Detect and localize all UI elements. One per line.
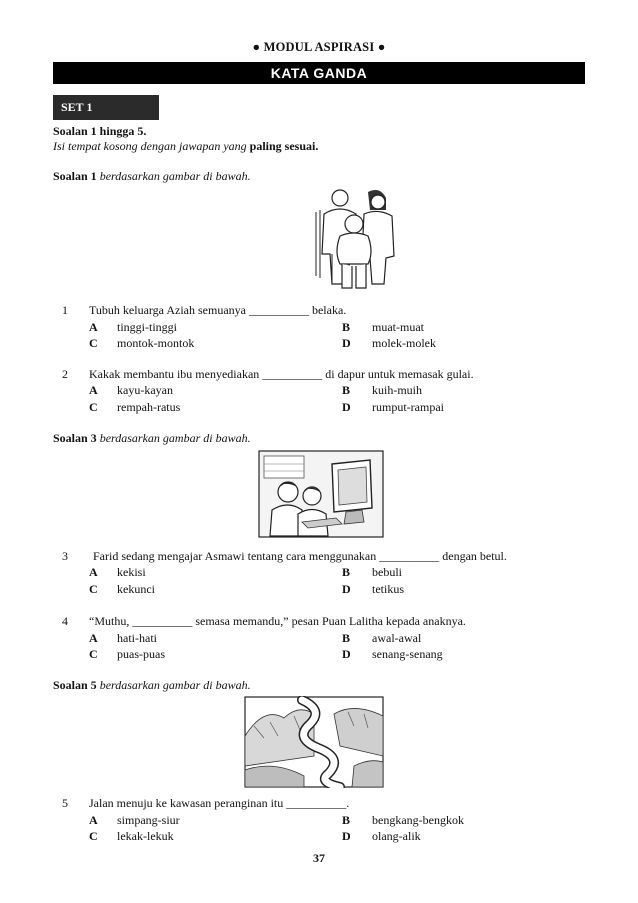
question-number: 2 <box>62 367 68 381</box>
option-letter[interactable]: D <box>342 582 351 596</box>
option-text[interactable]: puas-puas <box>117 647 165 661</box>
option-letter[interactable]: B <box>342 631 351 645</box>
question-text: Farid sedang mengajar Asmawi tentang cara menggunakan __________ dengan betul. <box>93 549 507 563</box>
group-heading-rest: berdasarkan gambar di bawah. <box>96 431 251 445</box>
question-text: “Muthu, __________ semasa memandu,” pesan Puan Lalitha kepada anaknya. <box>89 614 466 628</box>
option-letter[interactable]: A <box>89 813 98 827</box>
group-heading-5 <box>53 678 251 693</box>
question-text: Jalan menuju ke kawasan peranginan itu __________. <box>89 796 350 810</box>
option-text[interactable]: muat-muat <box>372 320 424 334</box>
option-letter[interactable]: D <box>342 336 351 350</box>
option-text[interactable]: rumput-rampai <box>372 400 444 414</box>
option-text[interactable]: kuih-muih <box>372 383 422 397</box>
computer-lesson-picture <box>258 450 384 538</box>
option-letter[interactable]: B <box>342 320 351 334</box>
instruction-emphasis: paling sesuai. <box>249 139 319 153</box>
family-picture <box>312 184 398 294</box>
option-text[interactable]: kekisi <box>117 565 146 579</box>
instruction <box>53 139 318 154</box>
option-text[interactable]: lekak-lekuk <box>117 829 174 843</box>
option-letter[interactable]: C <box>89 400 98 414</box>
option-text[interactable]: kekunci <box>117 582 155 596</box>
question-number: 4 <box>62 614 68 628</box>
option-letter[interactable]: B <box>342 383 351 397</box>
module-header: ● MODUL ASPIRASI ● <box>252 40 386 54</box>
winding-road-picture <box>244 696 384 788</box>
group-heading-bold: Soalan 5 <box>53 678 97 692</box>
option-text[interactable]: kayu-kayan <box>117 383 173 397</box>
group-heading-3 <box>53 431 251 446</box>
option-text[interactable]: olang-alik <box>372 829 421 843</box>
option-text[interactable]: tetikus <box>372 582 404 596</box>
question-range: Soalan 1 hingga 5. <box>53 124 147 138</box>
instruction-text: Isi tempat kosong dengan jawapan yang <box>53 139 250 153</box>
option-letter[interactable]: C <box>89 336 98 350</box>
group-heading-1 <box>53 169 251 184</box>
question-text: Tubuh keluarga Aziah semuanya __________ belaka. <box>89 303 347 317</box>
option-text[interactable]: hati-hati <box>117 631 157 645</box>
page-number: 37 <box>313 851 325 865</box>
option-letter[interactable]: A <box>89 320 98 334</box>
option-text[interactable]: awal-awal <box>372 631 422 645</box>
group-heading-rest: berdasarkan gambar di bawah. <box>96 678 251 692</box>
option-letter[interactable]: B <box>342 813 351 827</box>
option-letter[interactable]: C <box>89 647 98 661</box>
set-label: SET 1 <box>53 95 159 120</box>
group-heading-rest: berdasarkan gambar di bawah. <box>96 169 251 183</box>
group-heading-bold: Soalan 1 <box>53 169 97 183</box>
option-text[interactable]: rempah-ratus <box>117 400 181 414</box>
option-letter[interactable]: D <box>342 647 351 661</box>
option-text[interactable]: molek-molek <box>372 336 436 350</box>
option-letter[interactable]: B <box>342 565 351 579</box>
option-letter[interactable]: D <box>342 400 351 414</box>
option-text[interactable]: simpang-siur <box>117 813 180 827</box>
option-text[interactable]: bebuli <box>372 565 402 579</box>
question-number: 3 <box>62 549 68 563</box>
topic-banner: KATA GANDA <box>53 62 585 84</box>
option-text[interactable]: montok-montok <box>117 336 195 350</box>
option-letter[interactable]: D <box>342 829 351 843</box>
question-number: 5 <box>62 796 68 810</box>
group-heading-bold: Soalan 3 <box>53 431 97 445</box>
option-text[interactable]: tinggi-tinggi <box>117 320 177 334</box>
question-number: 1 <box>62 303 68 317</box>
option-text[interactable]: bengkang-bengkok <box>372 813 464 827</box>
option-letter[interactable]: A <box>89 631 98 645</box>
option-letter[interactable]: A <box>89 383 98 397</box>
option-letter[interactable]: C <box>89 582 98 596</box>
option-letter[interactable]: C <box>89 829 98 843</box>
option-letter[interactable]: A <box>89 565 98 579</box>
question-text: Kakak membantu ibu menyediakan __________ di dapur untuk memasak gulai. <box>89 367 474 381</box>
option-text[interactable]: senang-senang <box>372 647 443 661</box>
